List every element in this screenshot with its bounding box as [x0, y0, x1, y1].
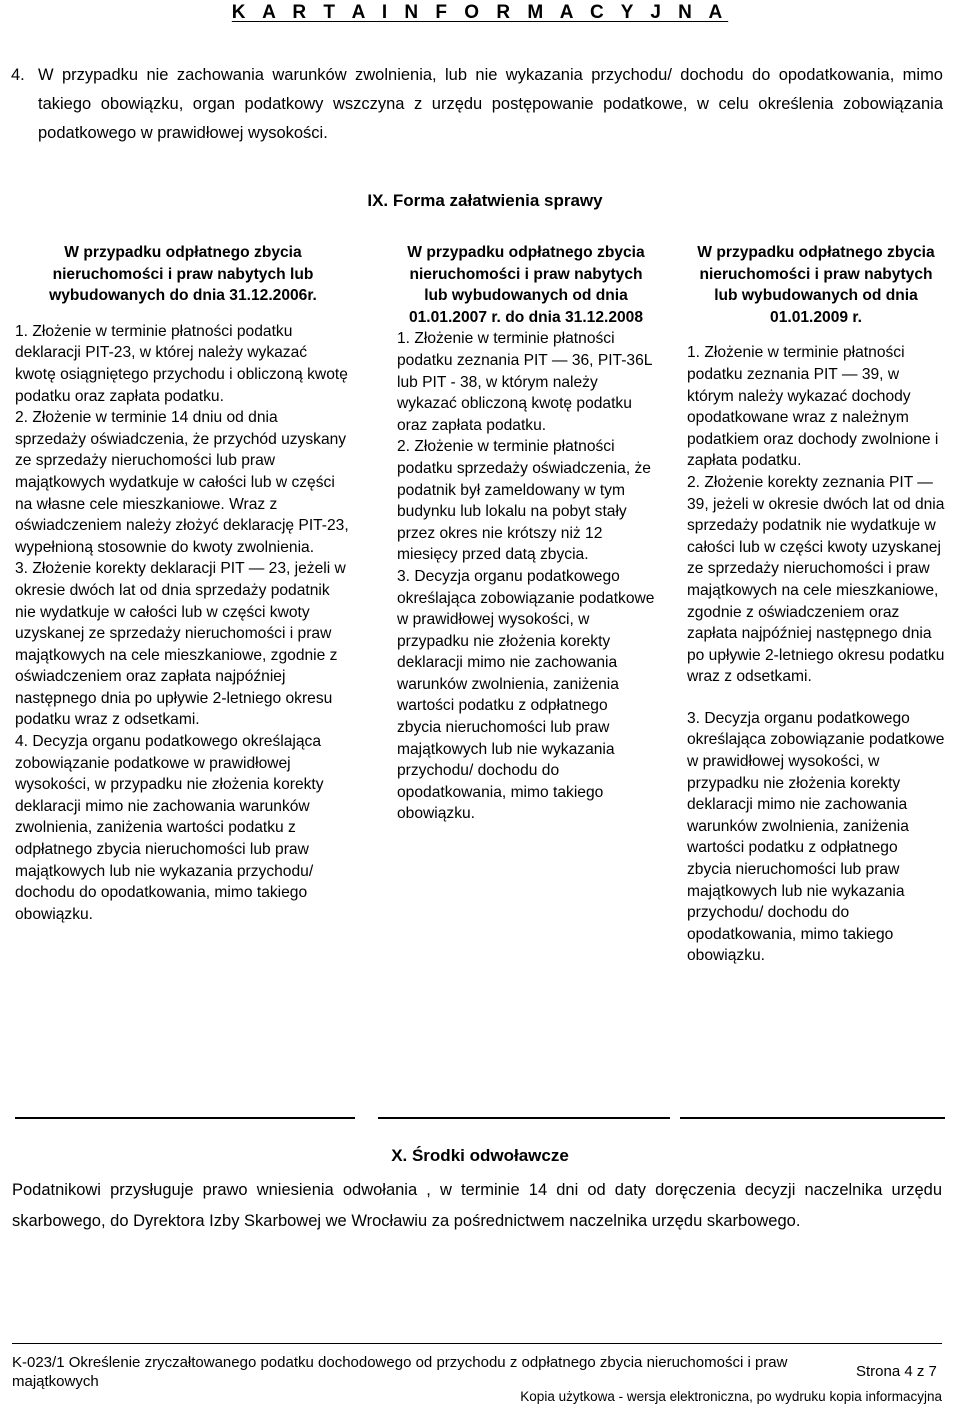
footer-document-reference: K-023/1 Określenie zryczałtowanego podatku dochodowego od przychodu z odpłatnego zbycia nieruchomości i praw majątkowych: [12, 1354, 788, 1390]
list-item: 3. Złożenie korekty deklaracji PIT — 23, jeżeli w okresie dwóch lat od dnia sprzedaży podatnik nie wydatkuje w całości lub w części kwoty uzyskanej ze sprzedaży nieruchomości i praw majątkowych na cele mieszkaniowe, zgodnie z oświadczeniem oraz zapłata najpóźniej następnego dnia po upływie 2-letniego okresu podatku wraz z odsetkami.: [15, 560, 346, 729]
section-10-paragraph: Podatnikowi przysługuje prawo wniesienia odwołania , w terminie 14 dni od daty doręczenia decyzji naczelnika urzędu skarbowego, do Dyrektora Izby Skarbowej we Wrocławiu za pośrednictwem naczelnika urzędu skarbowego.: [12, 1181, 942, 1230]
section-4-text: W przypadku nie zachowania warunków zwolnienia, lub nie wykazania przychodu/ dochodu do opodatkowania, mimo takiego obowiązku, organ podatkowy wszczyna z urzędu postępowanie podatkowe, w celu określenia zobowiązania podatkowego w prawidłowej wysokości.: [38, 66, 943, 142]
section-10-title: X. Środki odwoławcze: [391, 1146, 569, 1165]
list-item: 4. Decyzja organu podatkowego określająca zobowiązanie podatkowe w prawidłowej wysokości, w przypadku nie złożenia korekty deklaracji mimo nie zachowania warunków zwolnienia, zaniżenia wartości podatku z odpłatnego zbycia nieruchomości lub praw majątkowych lub nie wykazania przychodu/ dochodu do opodatkowania, mimo takiego obowiązku.: [15, 733, 324, 923]
list-item: 3. Decyzja organu podatkowego określająca zobowiązanie podatkowe w prawidłowej wysokości, w przypadku nie złożenia korekty deklaracji mimo nie zachowania warunków zwolnienia, zaniżenia wartości podatku z odpłatnego zbycia nieruchomości lub praw majątkowych lub nie wykazania przychodu/ dochodu do opodatkowania, mimo takiego obowiązku.: [397, 567, 655, 823]
list-item: 1. Złożenie w terminie płatności podatku zeznania PIT — 36, PIT-36L lub PIT - 38, w którym należy wykazać obliczoną kwotę podatku oraz zapłata podatku.: [397, 330, 652, 434]
list-item: 3. Decyzja organu podatkowego określająca zobowiązanie podatkowe w prawidłowej wysokości, w przypadku nie złożenia korekty deklaracji mimo nie zachowania warunków zwolnienia, zaniżenia wartości podatku z odpłatnego zbycia nieruchomości lub praw majątkowych lub nie wykazania przychodu/ dochodu do opodatkowania, mimo takiego obowiązku.: [687, 709, 945, 965]
footer-copy-note: Kopia użytkowa - wersja elektroniczna, po wydruku kopia informacyjna: [520, 1389, 942, 1404]
spacer: [687, 688, 945, 708]
list-item: 2. Złożenie w terminie płatności podatku sprzedaży oświadczenia, że podatnik był zameldowany w tym budynku lub lokalu na pobyt stały przez okres nie krótszy niż 12 miesięcy przed datą zbycia.: [397, 438, 651, 564]
column-heading: W przypadku odpłatnego zbycia nieruchomości i praw nabytych lub wybudowanych od dnia 01.01.2009 r.: [697, 244, 935, 326]
list-item: 1. Złożenie w terminie płatności podatku deklaracji PIT-23, w której należy wykazać kwotę osiągniętego przychodu i obliczoną kwotę podatku oraz zapłata podatku.: [15, 322, 348, 405]
section-4-paragraph: [11, 61, 943, 148]
list-item: 2. Złożenie korekty zeznania PIT — 39, jeżeli w okresie dwóch lat od dnia sprzedaży podatnik nie wydatkuje w całości lub w części kwoty uzyskanej ze sprzedaży nieruchomości i praw majątkowych na cele mieszkaniowe, zgodnie z oświadczeniem oraz zapłata najpóźniej następnego dnia po upływie 2-letniego okresu podatku wraz z odsetkami.: [687, 473, 945, 686]
procedure-columns: [15, 242, 945, 1117]
column-heading: W przypadku odpłatnego zbycia nieruchomości i praw nabytych lub wybudowanych do dnia 31.12.2006r.: [49, 244, 317, 305]
list-item: 2. Złożenie w terminie 14 dniu od dnia sprzedaży oświadczenia, że przychód uzyskany ze sprzedaży nieruchomości lub praw majątkowych wydatkuje w całości lub w części na własne cele mieszkaniowe. Wraz z oświadczeniem należy złożyć deklarację PIT-23, wypełnioną stosownie do kwoty zwolnienia.: [15, 409, 349, 556]
footer-page-number: Strona 4 z 7: [856, 1363, 937, 1380]
list-item: 1. Złożenie w terminie płatności podatku zeznania PIT — 39, w którym należy wykazać dochody opodatkowane wraz z należnym podatkiem oraz dochody zwolnione i zapłata podatku.: [687, 344, 939, 470]
column-from-2009: [655, 242, 945, 1117]
footer-divider: [12, 1343, 942, 1344]
column-divider-line: [378, 1117, 670, 1119]
column-divider-line: [15, 1117, 355, 1119]
section-4-number: 4.: [11, 66, 25, 84]
column-until-2006: [15, 242, 355, 1117]
column-heading: W przypadku odpłatnego zbycia nieruchomości i praw nabytych lub wybudowanych od dnia 01.01.2007 r. do dnia 31.12.2008: [407, 244, 645, 326]
section-9-title: IX. Forma załatwienia sprawy: [367, 191, 603, 210]
column-2007-2008: [355, 242, 655, 1117]
page-header-title: K A R T A I N F O R M A C Y J N A: [231, 2, 729, 23]
column-divider-line: [680, 1117, 945, 1119]
